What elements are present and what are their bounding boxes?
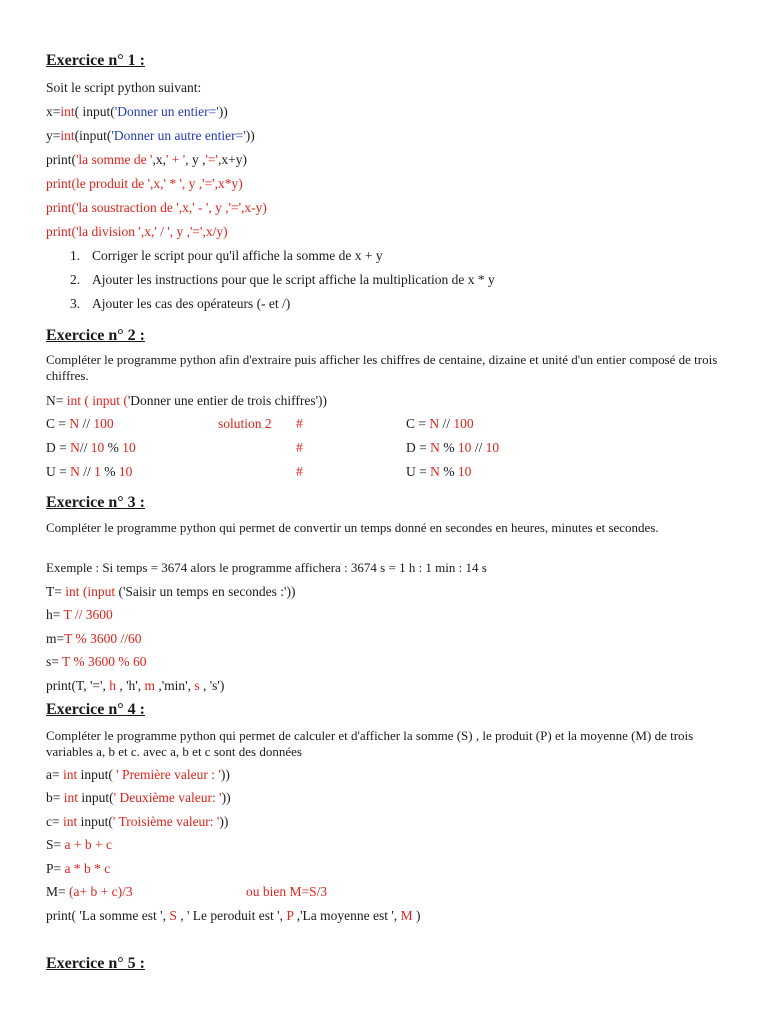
exercise-3-title: Exercice n° 3 : — [46, 494, 145, 511]
exercise-3-example: Exemple : Si temps = 3674 alors le programme affichera : 3674 s = 1 h : 1 min : 14 s — [46, 560, 487, 575]
exercise-1-intro: Soit le script python suivant: — [46, 80, 202, 95]
code-line-c2: C = N // 100 — [406, 416, 474, 431]
code-line-mean-m: M= (a+ b + c)/3 — [46, 884, 133, 899]
code-line-sum-s: S= a + b + c — [46, 837, 112, 852]
list-item: 3. Ajouter les cas des opérateurs (- et /) — [70, 296, 291, 311]
code-line-subtraction: print('la soustraction de ',x,' - ', y ,'=',x-y) — [46, 200, 267, 215]
code-line-a: a= int input( ' Première valeur : ')) — [46, 767, 230, 782]
exercise-2-description: Compléter le programme python afin d'extraire puis afficher les chiffres de centaine, dizaine et unité d'un entier composé de trois chiffres. — [46, 352, 718, 383]
code-line-product-p: P= a * b * c — [46, 861, 111, 876]
exercise-3-description: Compléter le programme python qui permet de convertir un temps donné en secondes en heures, minutes et secondes. — [46, 520, 659, 535]
code-line-print: print(T, '=', h , 'h', m ,'min', s , 's') — [46, 678, 225, 693]
code-line-u1: U = N // 1 % 10 — [46, 464, 133, 479]
code-line-division: print('la division ',x,' / ', y ,'=',x/y) — [46, 224, 228, 239]
comment-hash: # — [296, 416, 303, 431]
code-line-c1: C = N // 100 — [46, 416, 114, 431]
code-line-y: y=int(input('Donner un autre entier=')) — [46, 128, 255, 143]
code-line-t: T= int (input ('Saisir un temps en secondes :')) — [46, 584, 296, 599]
exercise-4-title: Exercice n° 4 : — [46, 701, 145, 718]
alternative-solution: ou bien M=S/3 — [246, 884, 328, 899]
code-line-print-results: print( 'La somme est ', S , ' Le peroduit est ', P ,'La moyenne est ', M ) — [46, 908, 421, 923]
exercise-4-description: Compléter le programme python qui permet de calculer et d'afficher la somme (S) , le produit (P) et la moyenne (M) de trois variables a, b et c. avec a, b et c sont des données — [46, 728, 694, 759]
comment-hash: # — [296, 440, 303, 455]
code-line-u2: U = N % 10 — [406, 464, 472, 479]
code-line-x: x=int( input('Donner un entier=')) — [46, 104, 228, 119]
code-line-b: b= int input(' Deuxième valeur: ')) — [46, 790, 231, 805]
solution-2-label: solution 2 — [218, 416, 272, 431]
code-line-c: c= int input(' Troisième valeur: ')) — [46, 814, 229, 829]
exercise-2-title: Exercice n° 2 : — [46, 327, 145, 344]
code-line-s: s= T % 3600 % 60 — [46, 654, 147, 669]
code-line-h: h= T // 3600 — [46, 607, 113, 622]
code-line-sum: print('la somme de ',x,' + ', y ,'=',x+y) — [46, 152, 247, 167]
exercise-5-title: Exercice n° 5 : — [46, 955, 145, 972]
code-line-d1: D = N// 10 % 10 — [46, 440, 136, 455]
code-line-d2: D = N % 10 // 10 — [406, 440, 500, 455]
list-item: 2. Ajouter les instructions pour que le script affiche la multiplication de x * y — [70, 272, 495, 287]
code-line-product: print(le produit de ',x,' * ', y ,'=',x*y) — [46, 176, 243, 191]
code-line-m: m=T % 3600 //60 — [46, 631, 142, 646]
comment-hash: # — [296, 464, 303, 479]
code-line-n: N= int ( input ('Donner une entier de trois chiffres')) — [46, 393, 328, 408]
exercise-1-title: Exercice n° 1 : — [46, 52, 145, 69]
list-item: 1. Corriger le script pour qu'il affiche la somme de x + y — [70, 248, 383, 263]
